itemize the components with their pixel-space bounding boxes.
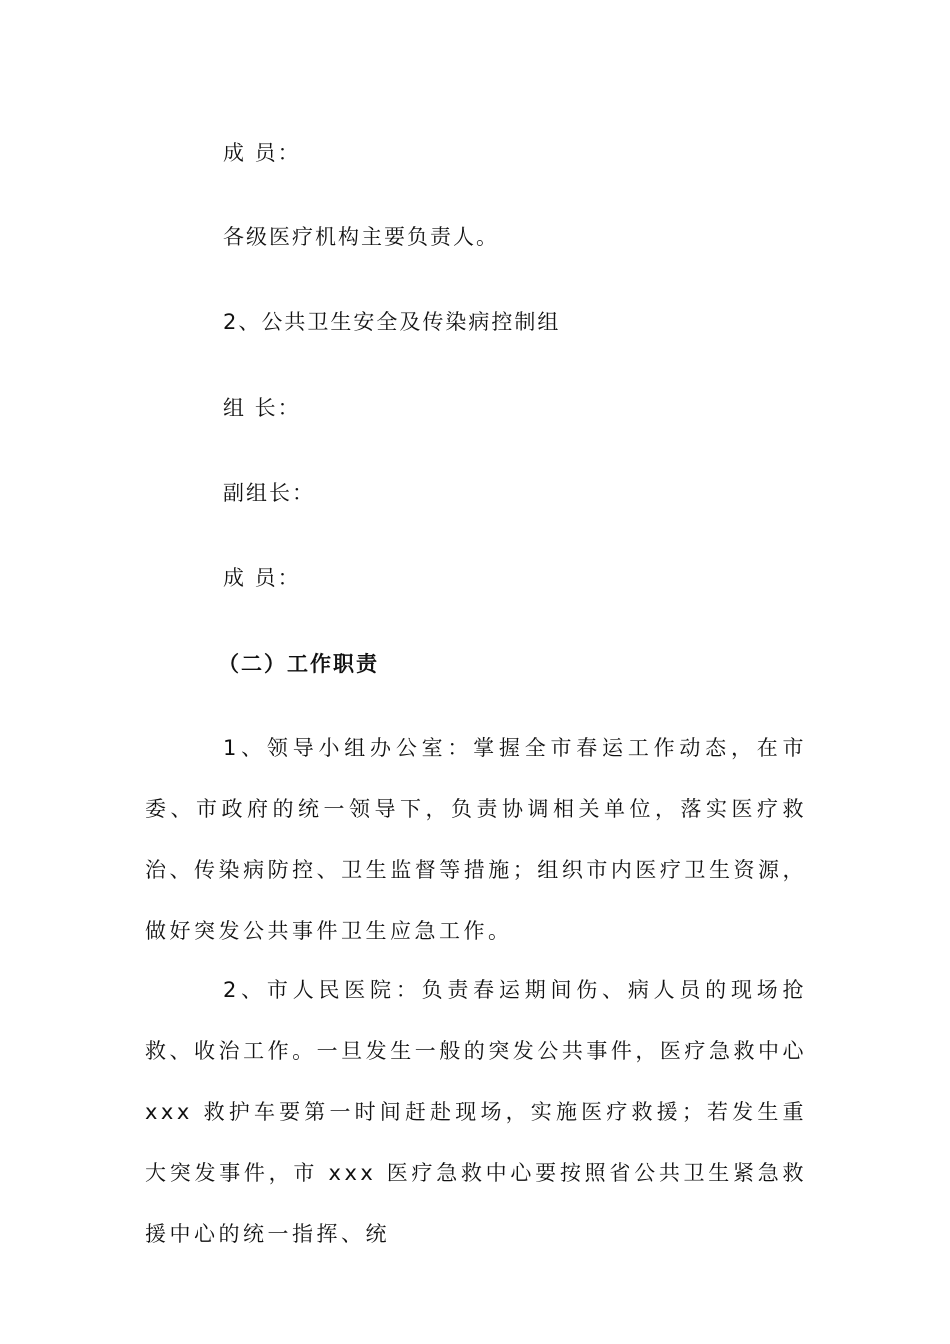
leader-label: 组 长： <box>223 396 301 420</box>
section-heading-duties: （二）工作职责 <box>218 652 379 676</box>
members-content-1: 各级医疗机构主要负责人。 <box>223 225 499 249</box>
members-label-2: 成 员： <box>223 566 301 590</box>
deputy-leader-label: 副组长： <box>223 481 315 505</box>
paragraph-hospital-duties: 2、市人民医院：负责春运期间伤、病人员的现场抢救、收治工作。一旦发生一般的突发公共事件，医疗急救中心 xxx 救护车要第一时间赶赴现场，实施医疗救援；若发生重大突发事件，市 xxx 医疗急救中心要按照省公共卫生紧急救援中心的统一指挥、统 <box>145 978 807 1246</box>
members-label-1: 成 员： <box>223 141 301 165</box>
group-2-title: 2、公共卫生安全及传染病控制组 <box>223 310 561 334</box>
paragraph-office-duties: 1、领导小组办公室：掌握全市春运工作动态，在市委、市政府的统一领导下，负责协调相关单位，落实医疗救治、传染病防控、卫生监督等措施；组织市内医疗卫生资源，做好突发公共事件卫生应急工作。 <box>145 736 807 943</box>
